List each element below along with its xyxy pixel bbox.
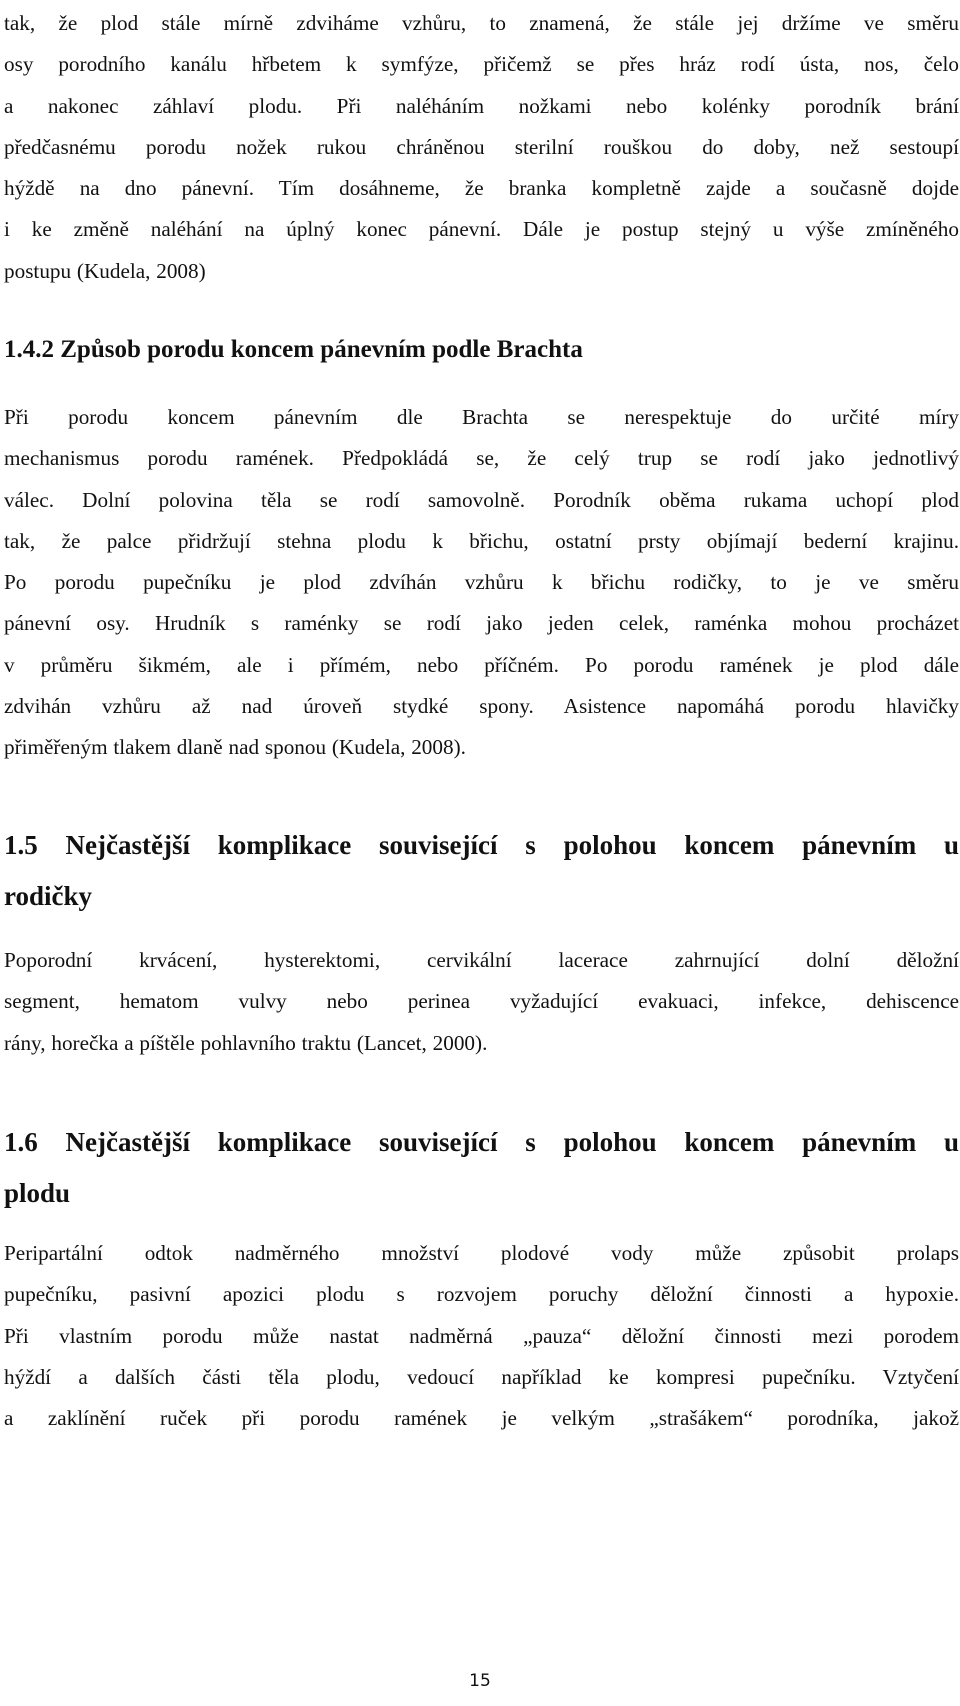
- heading-text: plodu: [4, 1178, 71, 1208]
- text-line: Po porodu pupečníku je plod zdvíhán vzhůru k břichu rodičky, to je ve směru: [4, 570, 959, 595]
- text-line: i ke změně naléhání na úplný konec pánevní. Dále je postup stejný u výše zmíněného: [4, 217, 959, 242]
- text-line: Při vlastním porodu může nastat nadměrná „pauza“ děložní činnosti mezi porodem: [4, 1323, 959, 1348]
- text-line: Při porodu koncem pánevním dle Brachta se nerespektuje do určité míry: [4, 405, 959, 429]
- text-line: Peripartální odtok nadměrného množství plodové vody může způsobit prolaps: [4, 1241, 959, 1265]
- text-line: zdvihán vzhůru až nad úroveň stydké spony. Asistence napomáhá porodu hlavičky: [4, 694, 959, 719]
- text-line: a nakonec záhlaví plodu. Při naléháním nožkami nebo kolénky porodník brání: [4, 93, 959, 118]
- text-line: a zaklínění ruček při porodu ramének je velkým „strašákem“ porodníka, jakož: [4, 1406, 959, 1431]
- page-number: 15: [469, 1671, 491, 1691]
- heading-text: 1.4.2 Způsob porodu koncem pánevním podle Brachta: [4, 336, 583, 363]
- text-line: postupu (Kudela, 2008): [4, 258, 206, 283]
- text-line: pupečníku, pasivní apozici plodu s rozvojem poruchy děložní činnosti a hypoxie.: [4, 1282, 959, 1307]
- text-line: válec. Dolní polovina těla se rodí samovolně. Porodník oběma rukama uchopí plod: [4, 487, 959, 512]
- heading-text: 1.6 Nejčastější komplikace související s polohou koncem pánevním u: [4, 1127, 959, 1157]
- text-line: předčasnému porodu nožek rukou chráněnou sterilní rouškou do doby, než sestoupí: [4, 134, 959, 159]
- paragraph-fetus-complications: [4, 1233, 959, 1439]
- heading-text: rodičky: [4, 881, 93, 911]
- text-line: tak, že plod stále mírně zdviháme vzhůru, to znamená, že stále jej držíme ve směru: [4, 11, 959, 35]
- paragraph-continued: [4, 3, 959, 292]
- paragraph-brachta: [4, 397, 959, 769]
- heading-text: 1.5 Nejčastější komplikace související s polohou koncem pánevním u: [4, 830, 959, 860]
- section-heading-1-6: [4, 1117, 959, 1219]
- text-line: hýždě na dno pánevní. Tím dosáhneme, že branka kompletně zajde a současně dojde: [4, 176, 959, 201]
- text-line: osy porodního kanálu hřbetem k symfýze, přičemž se přes hráz rodí ústa, nos, čelo: [4, 52, 959, 77]
- paragraph-mother-complications: [4, 940, 959, 1064]
- text-line: přiměřeným tlakem dlaně nad sponou (Kudela, 2008).: [4, 735, 466, 760]
- section-heading-1-4-2: [4, 330, 959, 370]
- text-line: pánevní osy. Hrudník s raménky se rodí jako jeden celek, raménka mohou procházet: [4, 611, 959, 636]
- section-heading-1-5: [4, 820, 959, 922]
- text-line: segment, hematom vulvy nebo perinea vyžadující evakuaci, infekce, dehiscence: [4, 989, 959, 1014]
- text-line: v průměru šikmém, ale i přímém, nebo příčném. Po porodu ramének je plod dále: [4, 652, 959, 677]
- text-line: hýždí a dalších části těla plodu, vedoucí například ke kompresi pupečníku. Vztyčení: [4, 1364, 959, 1389]
- text-line: Poporodní krvácení, hysterektomi, cervikální lacerace zahrnující dolní děložní: [4, 948, 959, 972]
- text-line: tak, že palce přidržují stehna plodu k břichu, ostatní prsty objímají bederní krajinu.: [4, 528, 959, 553]
- text-line: rány, horečka a píštěle pohlavního traktu (Lancet, 2000).: [4, 1030, 488, 1055]
- text-line: mechanismus porodu ramének. Předpokládá se, že celý trup se rodí jako jednotlivý: [4, 446, 959, 471]
